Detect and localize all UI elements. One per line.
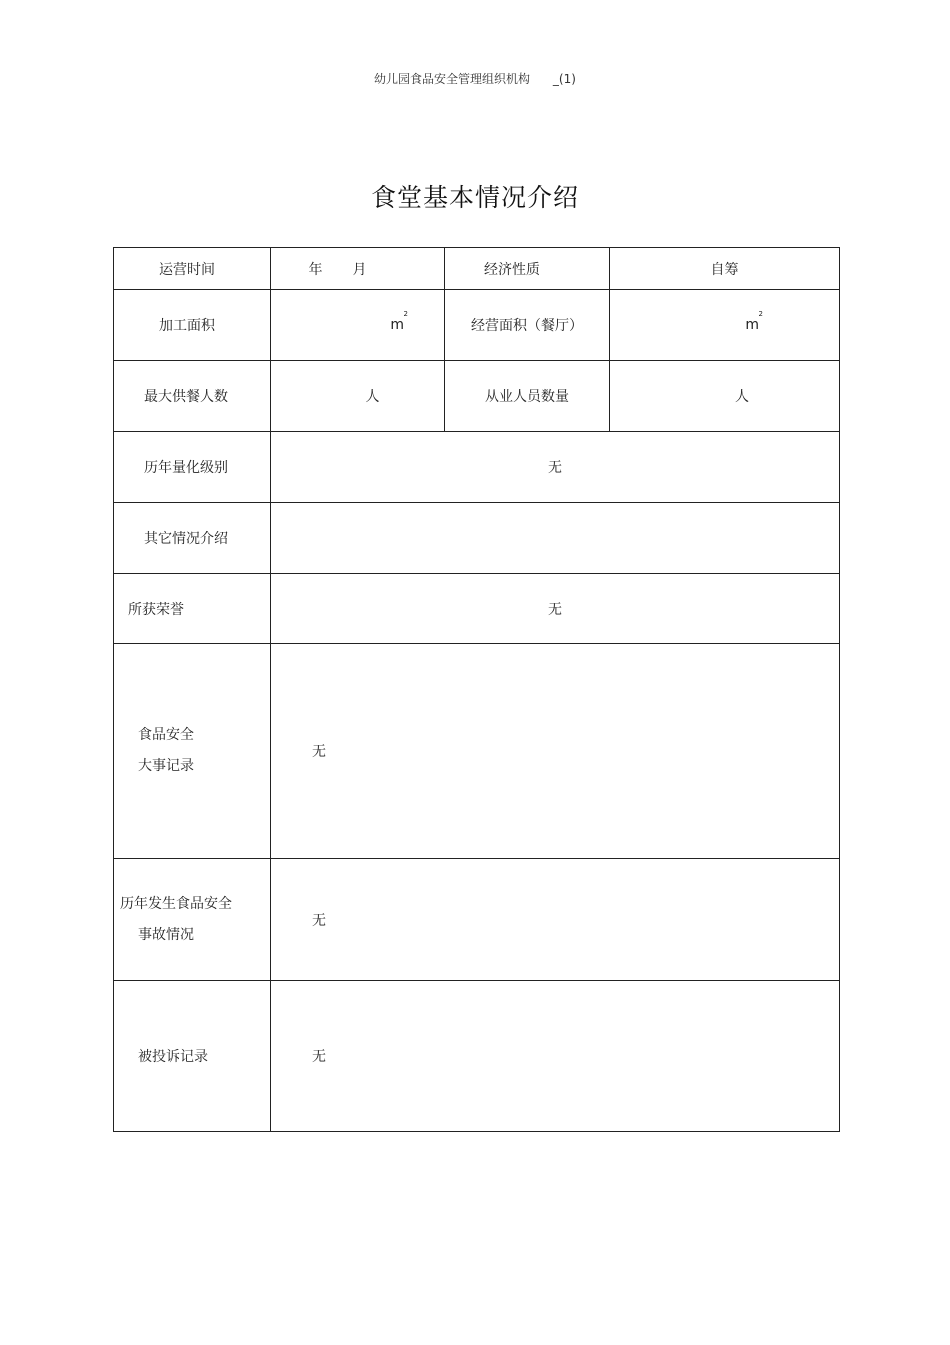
accidents-label: 历年发生食品安全 事故情况 xyxy=(114,859,271,981)
page-header: 幼儿园食品安全管理组织机构 _(1) xyxy=(374,72,576,86)
processing-area-value[interactable] xyxy=(271,290,445,361)
major-events-value[interactable]: 无 xyxy=(271,644,840,859)
operation-time-value[interactable] xyxy=(271,248,445,290)
staff-count-value[interactable]: 人 xyxy=(610,361,840,432)
complaints-label: 被投诉记录 xyxy=(114,981,271,1132)
staff-count-label: 从业人员数量 xyxy=(445,361,610,432)
square-meter-unit: m 2 xyxy=(745,310,763,333)
other-info-label: 其它情况介绍 xyxy=(114,503,271,574)
major-events-label: 食品安全 大事记录 xyxy=(114,644,271,859)
table-row xyxy=(114,361,840,432)
max-meals-value[interactable]: 人 xyxy=(271,361,445,432)
square-meter-unit: m 2 xyxy=(390,310,408,333)
economic-nature-value[interactable]: 自筹 xyxy=(610,248,840,290)
table-row xyxy=(114,644,840,859)
table-row xyxy=(114,574,840,644)
dining-area-label: 经营面积（餐厅） xyxy=(445,290,610,361)
honors-value[interactable]: 无 xyxy=(271,574,840,644)
table-row xyxy=(114,503,840,574)
dining-area-value[interactable] xyxy=(610,290,840,361)
other-info-value[interactable] xyxy=(271,503,840,574)
quantified-level-label: 历年量化级别 xyxy=(114,432,271,503)
operation-time-label: 运营时间 xyxy=(114,248,271,290)
honors-label: 所获荣誉 xyxy=(114,574,271,644)
table-row xyxy=(114,248,840,290)
economic-nature-label: 经济性质 xyxy=(445,248,610,290)
page-title: 食堂基本情况介绍 xyxy=(370,183,579,212)
table-row xyxy=(114,859,840,981)
accidents-value[interactable]: 无 xyxy=(271,859,840,981)
table-row xyxy=(114,432,840,503)
table-row xyxy=(114,981,840,1132)
year-label: 年 xyxy=(308,261,323,278)
complaints-value[interactable]: 无 xyxy=(271,981,840,1132)
canteen-info-table xyxy=(113,247,840,1132)
month-label: 月 xyxy=(352,261,367,278)
table-row xyxy=(114,290,840,361)
max-meals-label: 最大供餐人数 xyxy=(114,361,271,432)
processing-area-label: 加工面积 xyxy=(114,290,271,361)
quantified-level-value[interactable]: 无 xyxy=(271,432,840,503)
